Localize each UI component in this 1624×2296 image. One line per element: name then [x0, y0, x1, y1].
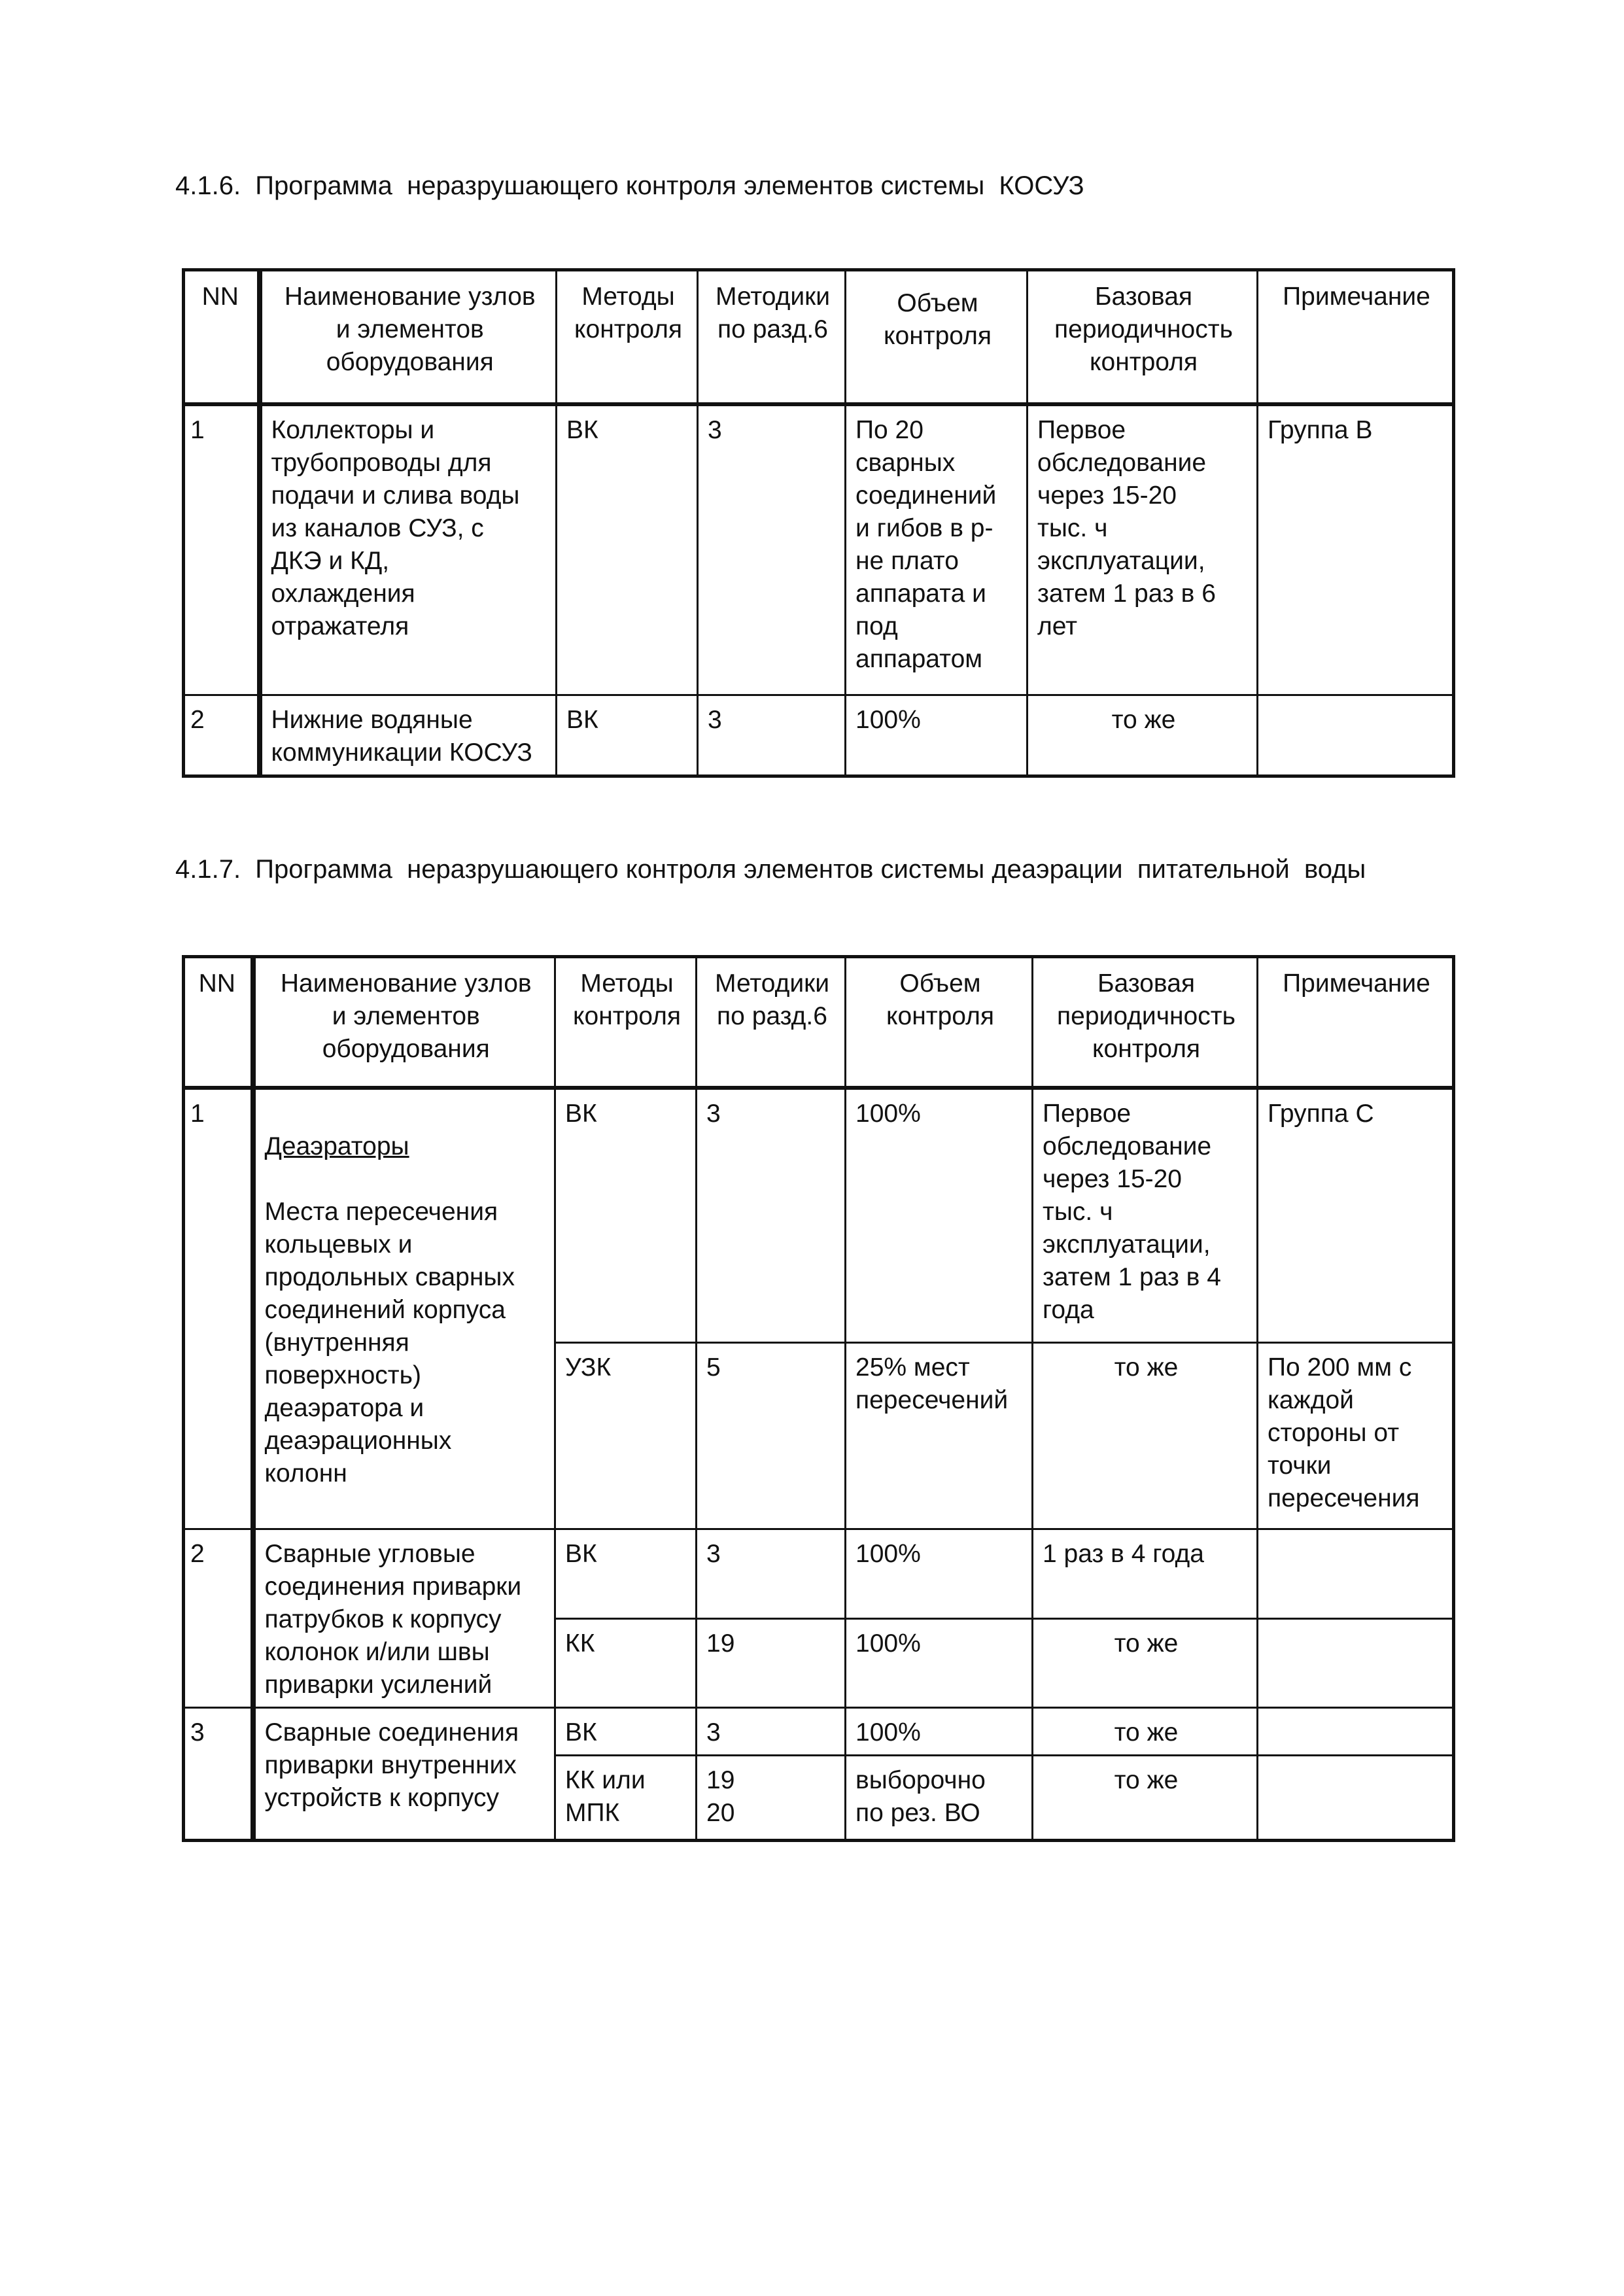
row-note [1258, 1619, 1454, 1707]
row-note: По 200 мм с каждой стороны от точки пересечения [1258, 1343, 1454, 1529]
row-technique: 3 [697, 1529, 846, 1619]
row-note: Группа С [1258, 1088, 1454, 1343]
row-period: то же [1033, 1707, 1258, 1755]
row-name: Коллекторы и трубопроводы для подачи и слива воды из каналов СУЗ, с ДКЭ и КД, охлаждения отражателя [260, 404, 557, 695]
row-scope: 100% [846, 1088, 1033, 1343]
header-period: Базовая периодичность контроля [1028, 270, 1258, 404]
row-technique: 5 [697, 1343, 846, 1529]
kosuz-inspection-table [182, 268, 1455, 778]
table-row [184, 404, 1454, 695]
header-name: Наименование узлов и элементов оборудования [260, 270, 557, 404]
table-row [184, 695, 1454, 776]
header-methods: Методы контроля [555, 957, 697, 1088]
row-note: Группа В [1258, 404, 1454, 695]
table-row [184, 1707, 1454, 1755]
row-period: то же [1033, 1343, 1258, 1529]
header-scope: Объем контроля [846, 270, 1028, 404]
header-note: Примечание [1258, 957, 1454, 1088]
row-method: ВК [555, 1707, 697, 1755]
row-scope: 100% [846, 1619, 1033, 1707]
row-number: 2 [184, 1529, 253, 1707]
row-period: то же [1028, 695, 1258, 776]
row-period: Первое обследование через 15-20 тыс. ч эксплуатации, затем 1 раз в 6 лет [1028, 404, 1258, 695]
header-note: Примечание [1258, 270, 1454, 404]
row-scope: По 20 сварных соединений и гибов в р- не плато аппарата и под аппаратом [846, 404, 1028, 695]
row-method: ВК [557, 404, 698, 695]
row-period: Первое обследование через 15-20 тыс. ч эксплуатации, затем 1 раз в 4 года [1033, 1088, 1258, 1343]
row-number: 2 [184, 695, 260, 776]
header-techniques: Методики по разд.6 [698, 270, 846, 404]
row-number: 1 [184, 1088, 253, 1529]
row-scope: 25% мест пересечений [846, 1343, 1033, 1529]
row-technique: 3 [698, 695, 846, 776]
row-method: ВК [555, 1529, 697, 1619]
row-technique: 3 [697, 1088, 846, 1343]
row-technique: 19 20 [697, 1755, 846, 1840]
row-note [1258, 1529, 1454, 1619]
row-name: Сварные угловые соединения приварки патрубков к корпусу колонок и/или швы приварки усилений [253, 1529, 555, 1707]
header-scope: Объем контроля [846, 957, 1033, 1088]
row-method: ВК [557, 695, 698, 776]
header-techniques: Методики по разд.6 [697, 957, 846, 1088]
row-number: 1 [184, 404, 260, 695]
table-row [184, 1088, 1454, 1343]
row-scope: 100% [846, 1529, 1033, 1619]
row-technique: 3 [697, 1707, 846, 1755]
header-period: Базовая периодичность контроля [1033, 957, 1258, 1088]
row-name: Нижние водяные коммуникации КОСУЗ [260, 695, 557, 776]
row-method: КК [555, 1619, 697, 1707]
row-technique: 3 [698, 404, 846, 695]
deaeration-inspection-table [182, 955, 1455, 1842]
row-period: 1 раз в 4 года [1033, 1529, 1258, 1619]
row-name-title: Деаэраторы [264, 1132, 409, 1160]
table-header-row [184, 957, 1454, 1088]
section-title-4-1-7: 4.1.7. Программа неразрушающего контроля элементов системы деаэрации питательной воды [175, 855, 1366, 884]
header-name: Наименование узлов и элементов оборудования [253, 957, 555, 1088]
row-name: Места пересечения кольцевых и продольных сварных соединений корпуса (внутренняя поверхность) деаэратора и деаэрационных колонн [264, 1197, 515, 1487]
row-period: то же [1033, 1755, 1258, 1840]
row-scope: 100% [846, 695, 1028, 776]
header-nn: NN [184, 270, 260, 404]
row-number: 3 [184, 1707, 253, 1840]
row-note [1258, 1707, 1454, 1755]
row-name-cell [253, 1088, 555, 1529]
table-row [184, 1529, 1454, 1619]
row-scope: 100% [846, 1707, 1033, 1755]
row-note [1258, 1755, 1454, 1840]
row-scope: выборочно по рез. ВО [846, 1755, 1033, 1840]
row-note [1258, 695, 1454, 776]
section-title-4-1-6: 4.1.6. Программа неразрушающего контроля элементов системы КОСУЗ [175, 171, 1084, 200]
row-period: то же [1033, 1619, 1258, 1707]
row-method: УЗК [555, 1343, 697, 1529]
header-methods: Методы контроля [557, 270, 698, 404]
row-technique: 19 [697, 1619, 846, 1707]
row-name: Сварные соединения приварки внутренних устройств к корпусу [253, 1707, 555, 1840]
table-header-row [184, 270, 1454, 404]
header-nn: NN [184, 957, 253, 1088]
row-method: КК или МПК [555, 1755, 697, 1840]
row-method: ВК [555, 1088, 697, 1343]
